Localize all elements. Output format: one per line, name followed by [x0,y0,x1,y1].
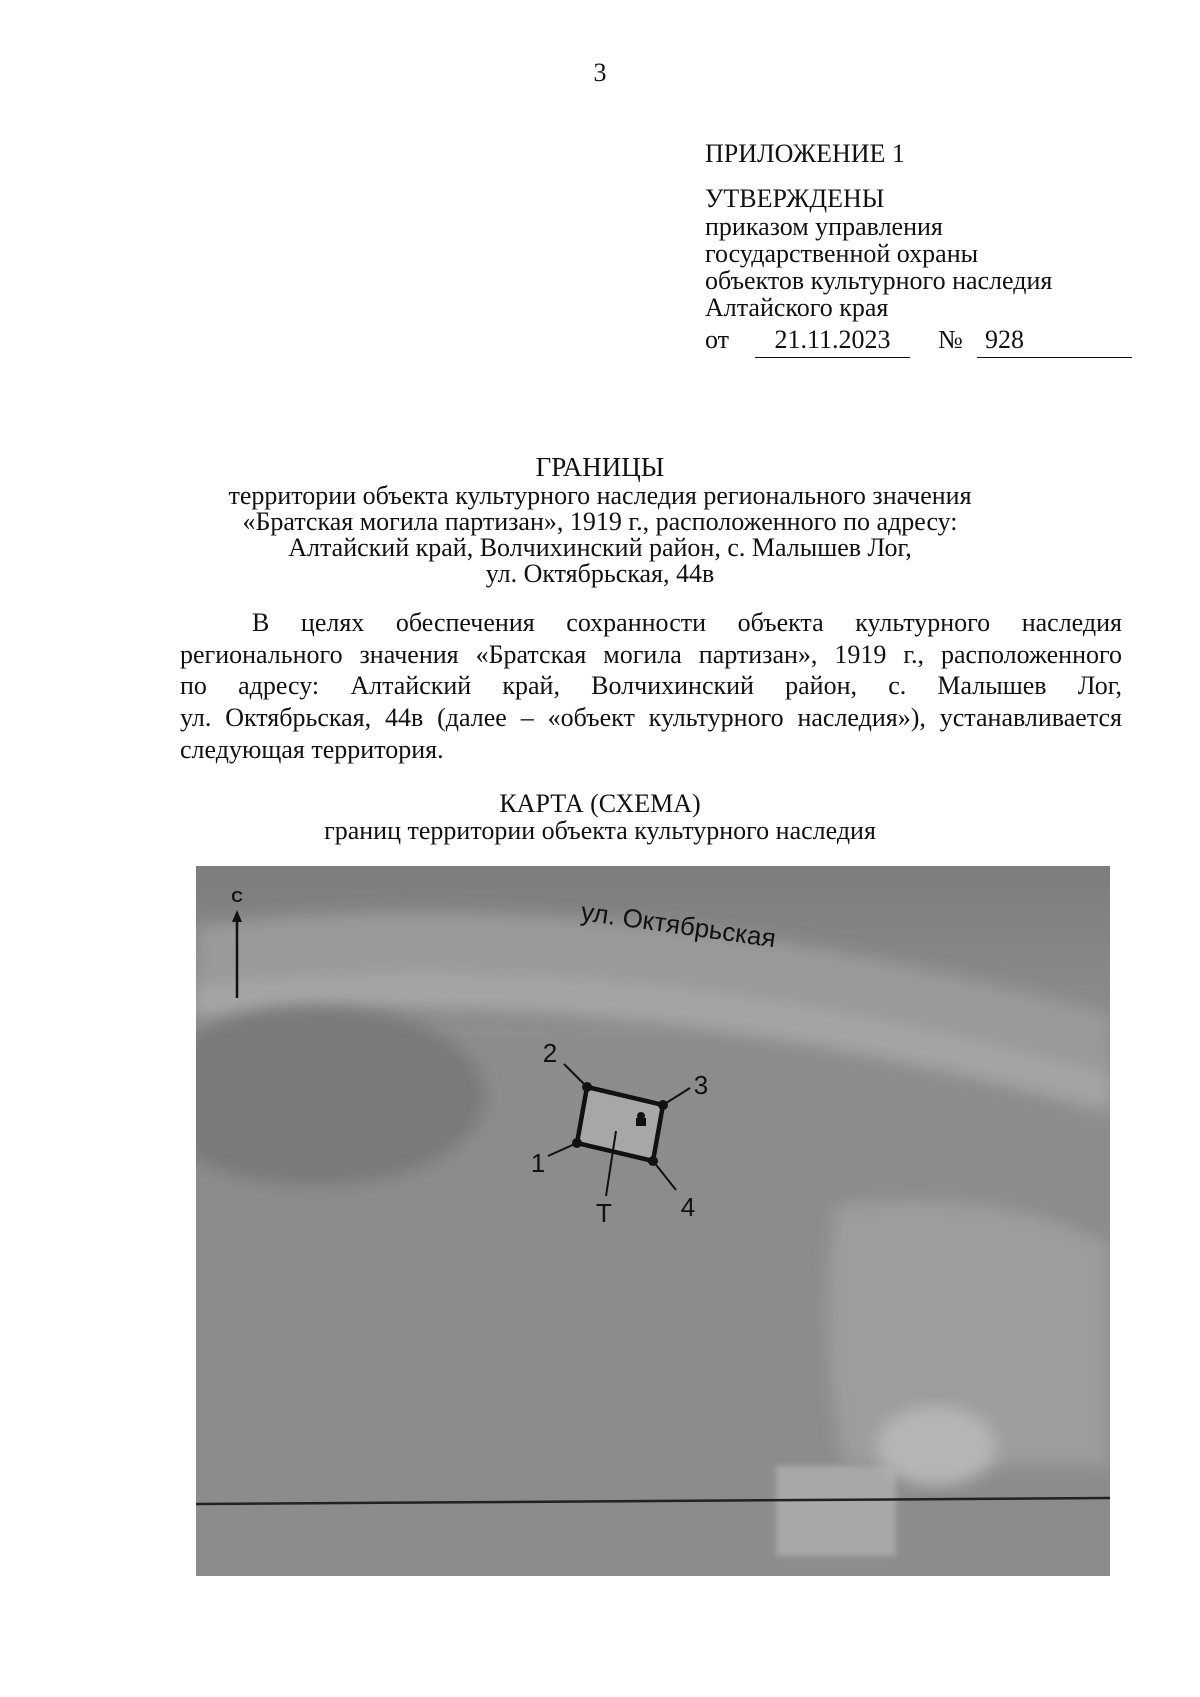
order-line [705,326,1135,362]
map-heading: КАРТА (СХЕМА) [499,789,701,818]
from-label: от [705,324,730,354]
order-number: 928 [977,326,1132,358]
map-scheme [196,866,1110,1576]
approved-title: УТВЕРЖДЕНЫ [705,184,885,214]
title-heading: ГРАНИЦЫ [535,452,665,482]
monument-icon [636,1112,646,1126]
order-date: 21.11.2023 [755,326,910,358]
body-line: В целях обеспечения сохранности объекта культурного наследия [252,608,1122,637]
title-line: «Братская могила партизан», 1919 г., расположенного по адресу: [242,507,958,536]
light-spot [876,1406,996,1486]
map-canvas [196,866,1110,1576]
body-line: ул. Октябрьская, 44в (далее – «объект культурного наследия»), устанавливается [180,703,1122,733]
point-label-2: 2 [542,1038,558,1068]
building-bottom [776,1466,896,1556]
territory-label: Т [596,1198,612,1228]
map-title [180,790,1020,845]
page-number: 3 [593,58,607,87]
title-line: ул. Октябрьская, 44в [485,559,715,588]
body-line: следующая территория. [180,734,444,764]
body-paragraph [180,607,1122,766]
point-label-1: 1 [530,1148,546,1178]
map-subheading: границ территории объекта культурного наследия [324,816,876,846]
body-line: регионального значения «Братская могила партизан», 1919 г., расположенного [180,639,1122,669]
street-label: ул. Октябрьская [579,896,778,954]
body-line: по адресу: Алтайский край, Волчихинский район, с. Малышев Лог, [180,671,1122,701]
approved-by-line: государственной охраны [705,238,979,268]
number-label: № [938,324,963,354]
appendix-block [705,140,1135,362]
appendix-title: ПРИЛОЖЕНИЕ 1 [705,139,905,168]
document-title [180,454,1020,587]
north-label: С [231,889,243,906]
title-line: Алтайский край, Волчихинский район, с. Малышев Лог, [288,533,912,562]
approved-by-line: объектов культурного наследия [705,266,1053,296]
title-line: территории объекта культурного наследия регионального значения [228,481,972,510]
point-label-3: 3 [693,1070,709,1100]
point-label-4: 4 [680,1192,696,1222]
approved-by-line: приказом управления [705,211,943,241]
approved-by-line: Алтайского края [705,293,889,323]
